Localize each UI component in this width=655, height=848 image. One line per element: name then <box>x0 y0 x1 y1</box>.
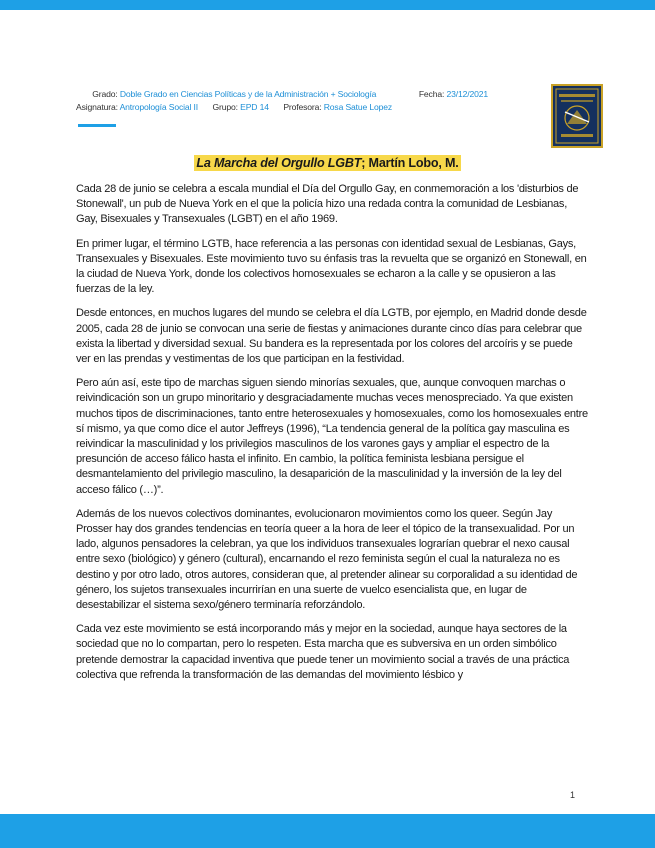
grupo-label: Grupo: <box>212 102 238 112</box>
bottom-accent-bar <box>0 814 655 848</box>
header-row-2 <box>76 101 546 114</box>
grupo-value: EPD 14 <box>240 102 269 112</box>
profesora-value: Rosa Satue Lopez <box>323 102 393 112</box>
paragraph: Pero aún así, este tipo de marchas siguen siendo minorías sexuales, que, aunque convoquen marchas o reivindicación son un grupo minoritario y desgraciadamente muchas veces menospreciado. Ya que existen muchos tipos de discriminaciones, tanto entre heterosexuales y homosexuales, como los homosexuales entre sí mismo, ya que como dice el autor Jeffreys (1996), “La tendencia general de la política gay masculina es reivindicar la masculinidad y los privilegios masculinos de los varones gays y ampliar el espectro de la presunción de acceso fálico hasta el infinito. En cambio, la política feminista lesbiana persigue el desmantelamiento del privilegio masculino, la desaparición de la masculinidad y la inversión de la ley del acceso fálico (…)”. <box>76 377 588 496</box>
paragraph: Desde entonces, en muchos lugares del mundo se celebra el día LGTB, por ejemplo, en Madrid donde desde 2005, cada 28 de junio se convocan una serie de fiestas y animaciones durante cinco días para celebrar que exista la libertad y diversidad sexual. Su bandera es la representada por los colores del arcoíris y se puede ver en las prendas y vestimentas de los que participan en la festividad. <box>76 307 587 366</box>
paragraph: Cada 28 de junio se celebra a escala mundial el Día del Orgullo Gay, en conmemoración a los 'disturbios de Stonewall', un pub de Nueva York en el que la policía hizo una redada contra la comunidad de Lesbianas, Gay, Bisexuales y Transexuales (LGBT) en el año 1969. <box>76 183 579 226</box>
document-title <box>0 156 655 170</box>
paragraph: Además de los nuevos colectivos dominantes, evolucionaron movimientos como los queer. Según Jay Prosser hay dos grandes tendencias en teoría queer a la hora de leer el tópico de la transexualidad. Por un lado, algunos pensadores la celebran, ya que los individuos transexuales lograrían quebrar el nexo causal entre sexo (biológico) y género (cultural), encarnando el rezo feminista según el cual la naturaleza no es destino y por otro lado, otros autores, consideran que, al pretender alinear su corporalidad a su identidad de género, los sujetos transexuales incurrirían en una suerte de vuelco esencialista que, en lugar de desestabilizar el sistema sexo/género terminaría reforzándolo. <box>76 507 578 612</box>
asignatura-value: Antropología Social II <box>119 102 198 112</box>
header-row-1 <box>76 88 546 101</box>
title-italic: La Marcha del Orgullo LGBT <box>196 156 362 170</box>
title-highlight <box>194 155 460 171</box>
profesora-label: Profesora: <box>283 102 322 112</box>
seal-graphic <box>553 86 601 146</box>
document-body <box>76 182 588 692</box>
university-seal-logo <box>551 84 603 148</box>
document-header <box>76 88 546 114</box>
fecha-label: Fecha: <box>418 89 445 99</box>
fecha-value: 23/12/2021 <box>446 89 488 99</box>
header-accent-line <box>78 124 116 127</box>
title-rest: ; Martín Lobo, M. <box>361 156 459 170</box>
top-accent-bar <box>0 0 655 10</box>
grado-label: Grado: <box>92 89 118 99</box>
page-number: 1 <box>570 790 576 800</box>
asignatura-label: Asignatura: <box>76 102 118 112</box>
paragraph: En primer lugar, el término LGTB, hace referencia a las personas con identidad sexual de Lesbianas, Gays, Transexuales y Bisexuales. Este movimiento tuvo su énfasis tras la revuelta que se organizó en Stonewall, en la ciudad de Nueva York, donde los colectivos homosexuales se echaron a la calle y se opusieron a las fuerzas de la ley. <box>76 237 587 296</box>
paragraph: Cada vez este movimiento se está incorporando más y mejor en la sociedad, aunque haya sectores de la sociedad que no lo compartan, pero lo respeten. Esta marcha que es subversiva en un orden simbólico pretende demostrar la capacidad inventiva que puede tener un movimiento social a través de una práctica colectiva que refrenda la transformación de las demandas del movimiento lésbico y <box>76 623 570 681</box>
grado-value: Doble Grado en Ciencias Políticas y de la Administración + Sociología <box>119 89 377 99</box>
